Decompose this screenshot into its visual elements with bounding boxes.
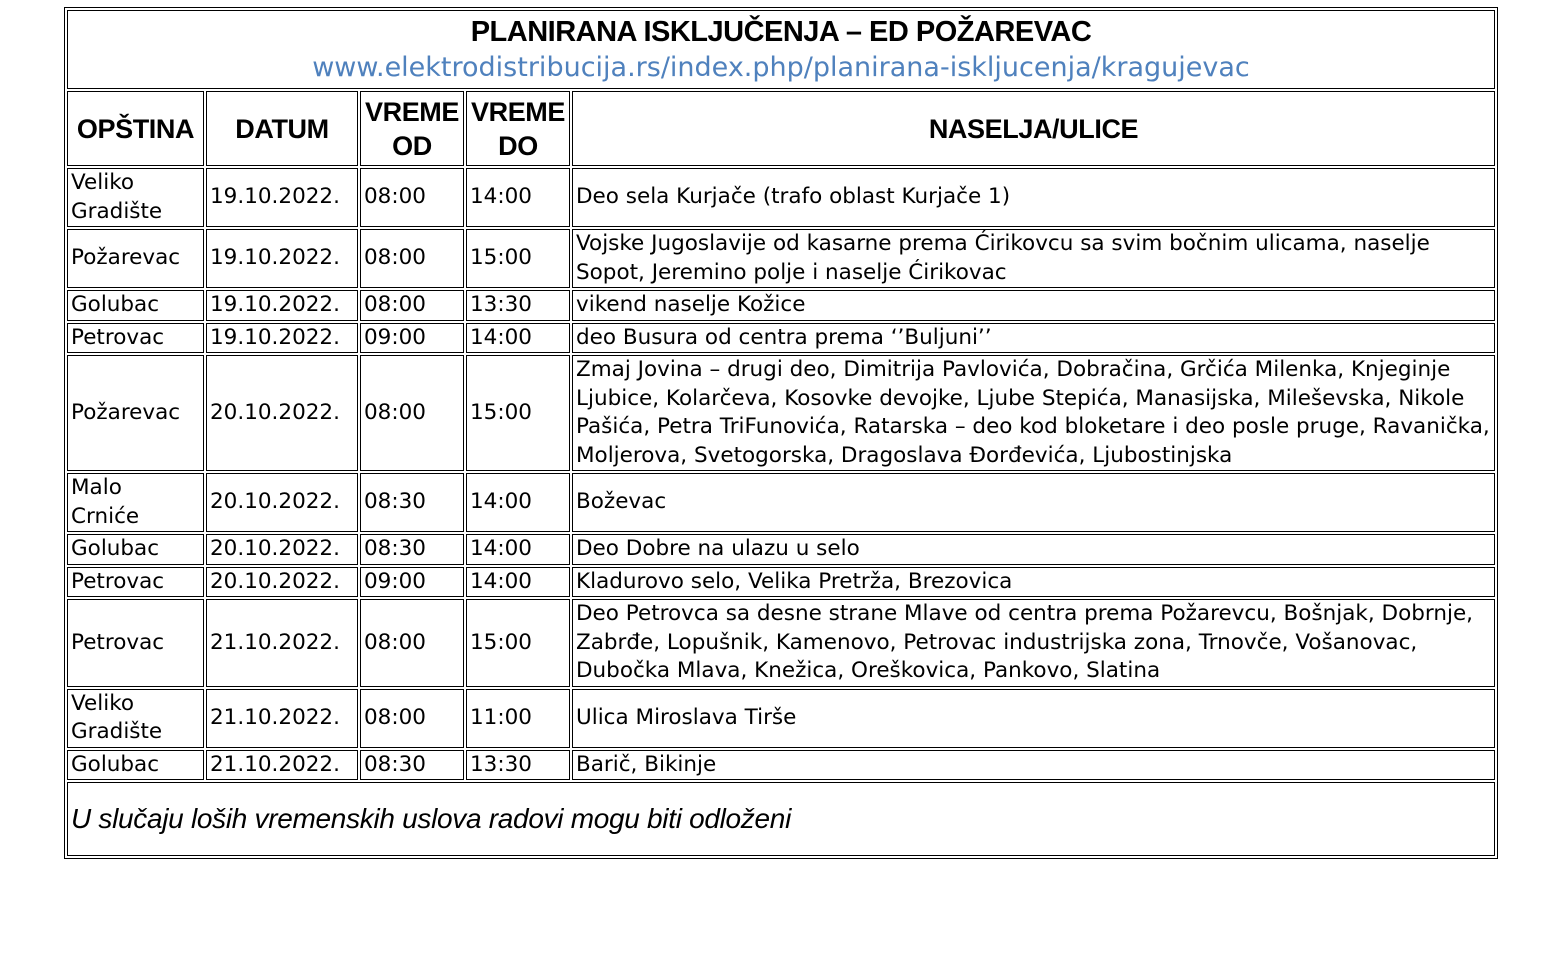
cell-vreme-od: 08:30: [360, 473, 464, 532]
opstina-line: Gradište: [71, 719, 163, 744]
cell-vreme-od: 09:00: [360, 323, 464, 354]
cell-naselja: Ulica Miroslava Tirše: [572, 689, 1495, 748]
cell-naselja: Boževac: [572, 473, 1495, 532]
cell-vreme-do: 14:00: [466, 473, 570, 532]
cell-vreme-od: 08:00: [360, 168, 464, 227]
table-row: [67, 599, 1495, 687]
title-cell: [67, 10, 1495, 89]
opstina-line: Veliko: [71, 690, 135, 716]
title-row: [67, 10, 1495, 89]
cell-datum: 21.10.2022.: [206, 599, 358, 687]
cell-vreme-do: 15:00: [466, 355, 570, 471]
cell-naselja: Zmaj Jovina – drugi deo, Dimitrija Pavlovića, Dobračina, Grčića Milenka, Knjeginje Ljubice, Kolarčeva, Kosovke devojke, Ljube Stepića, Manasijska, Mileševska, Nikole Pašića, Petra TriFunovića, Ratarska – deo kod bloketare i deo posle pruge, Ravanička, Moljerova, Svetogorska, Dragoslava Đorđevića, Ljubostinjska: [572, 355, 1495, 471]
cell-opstina: Požarevac: [67, 229, 204, 288]
table-row: [67, 168, 1495, 227]
opstina-line: Veliko: [71, 170, 135, 195]
header-vreme-do-line1: VREME: [470, 96, 566, 127]
opstina-line: Malo: [71, 475, 122, 500]
cell-vreme-od: 08:00: [360, 689, 464, 748]
cell-vreme-do: 13:30: [466, 750, 570, 781]
table-row: [67, 534, 1495, 565]
cell-vreme-od: 08:00: [360, 290, 464, 321]
cell-datum: 19.10.2022.: [206, 229, 358, 288]
table-row: [67, 689, 1495, 748]
cell-vreme-od: 08:00: [360, 229, 464, 288]
cell-vreme-do: 14:00: [466, 567, 570, 598]
header-vreme-od-line2: OD: [392, 130, 432, 161]
cell-opstina: Petrovac: [67, 567, 204, 598]
cell-naselja: vikend naselje Kožice: [572, 290, 1495, 321]
cell-datum: 20.10.2022.: [206, 567, 358, 598]
cell-datum: 19.10.2022.: [206, 290, 358, 321]
cell-naselja: Deo Petrovca sa desne strane Mlave od centra prema Požarevcu, Bošnjak, Dobrnje, Zabrđe, Lopušnik, Kamenovo, Petrovac industrijska zona, Trnovče, Vošanovac, Dubočka Mlava, Knežica, Oreškovica, Pankovo, Slatina: [572, 599, 1495, 687]
cell-naselja: deo Busura od centra prema ‘’Buljuni’’: [572, 323, 1495, 354]
table-row: [67, 355, 1495, 471]
cell-datum: 20.10.2022.: [206, 534, 358, 565]
cell-vreme-od: 09:00: [360, 567, 464, 598]
page-title: PLANIRANA ISKLJUČENJA – ED POŽAREVAC: [470, 15, 1092, 48]
table-row: [67, 323, 1495, 354]
opstina-line: Crniće: [71, 503, 140, 529]
cell-naselja: Deo sela Kurjače (trafo oblast Kurjače 1): [572, 168, 1495, 227]
cell-opstina: [67, 473, 204, 532]
header-vreme-od: [360, 91, 464, 166]
table-row: [67, 750, 1495, 781]
table-row: [67, 229, 1495, 288]
cell-vreme-do: 14:00: [466, 534, 570, 565]
cell-vreme-do: 15:00: [466, 599, 570, 687]
outage-table: [64, 7, 1498, 859]
cell-opstina: Požarevac: [67, 355, 204, 471]
cell-naselja: Kladurovo selo, Velika Pretrža, Brezovica: [572, 567, 1495, 598]
footer-row: [67, 782, 1495, 856]
outage-schedule-document: [64, 7, 1498, 859]
cell-opstina: [67, 689, 204, 748]
cell-opstina: Petrovac: [67, 599, 204, 687]
table-row: [67, 473, 1495, 532]
cell-vreme-do: 11:00: [466, 689, 570, 748]
header-datum: DATUM: [206, 91, 358, 166]
cell-opstina: Golubac: [67, 290, 204, 321]
cell-opstina: Golubac: [67, 750, 204, 781]
cell-naselja: Vojske Jugoslavije od kasarne prema Ćirikovcu sa svim bočnim ulicama, naselje Sopot, Jeremino polje i naselje Ćirikovac: [572, 229, 1495, 288]
cell-vreme-do: 14:00: [466, 323, 570, 354]
header-vreme-od-line1: VREME: [364, 96, 460, 127]
opstina-line: Gradište: [71, 198, 163, 224]
header-opstina: OPŠTINA: [67, 91, 204, 166]
cell-vreme-do: 13:30: [466, 290, 570, 321]
cell-datum: 20.10.2022.: [206, 355, 358, 471]
cell-datum: 19.10.2022.: [206, 168, 358, 227]
source-url-link[interactable]: www.elektrodistribucija.rs/index.php/planirana-iskljucenja/kragujevac: [312, 51, 1250, 83]
cell-datum: 21.10.2022.: [206, 750, 358, 781]
cell-vreme-do: 14:00: [466, 168, 570, 227]
header-naselja: NASELJA/ULICE: [572, 91, 1495, 166]
cell-datum: 19.10.2022.: [206, 323, 358, 354]
weather-disclaimer-note: U slučaju loših vremenskih uslova radovi mogu biti odloženi: [67, 782, 1495, 856]
cell-datum: 20.10.2022.: [206, 473, 358, 532]
cell-opstina: Golubac: [67, 534, 204, 565]
cell-datum: 21.10.2022.: [206, 689, 358, 748]
cell-opstina: [67, 168, 204, 227]
cell-opstina: Petrovac: [67, 323, 204, 354]
cell-vreme-od: 08:30: [360, 750, 464, 781]
cell-vreme-do: 15:00: [466, 229, 570, 288]
table-row: [67, 567, 1495, 598]
cell-vreme-od: 08:00: [360, 355, 464, 471]
table-row: [67, 290, 1495, 321]
cell-vreme-od: 08:30: [360, 534, 464, 565]
cell-naselja: Deo Dobre na ulazu u selo: [572, 534, 1495, 565]
header-vreme-do-line2: DO: [498, 130, 538, 161]
header-vreme-do: [466, 91, 570, 166]
cell-vreme-od: 08:00: [360, 599, 464, 687]
cell-naselja: Barič, Bikinje: [572, 750, 1495, 781]
column-header-row: [67, 91, 1495, 166]
